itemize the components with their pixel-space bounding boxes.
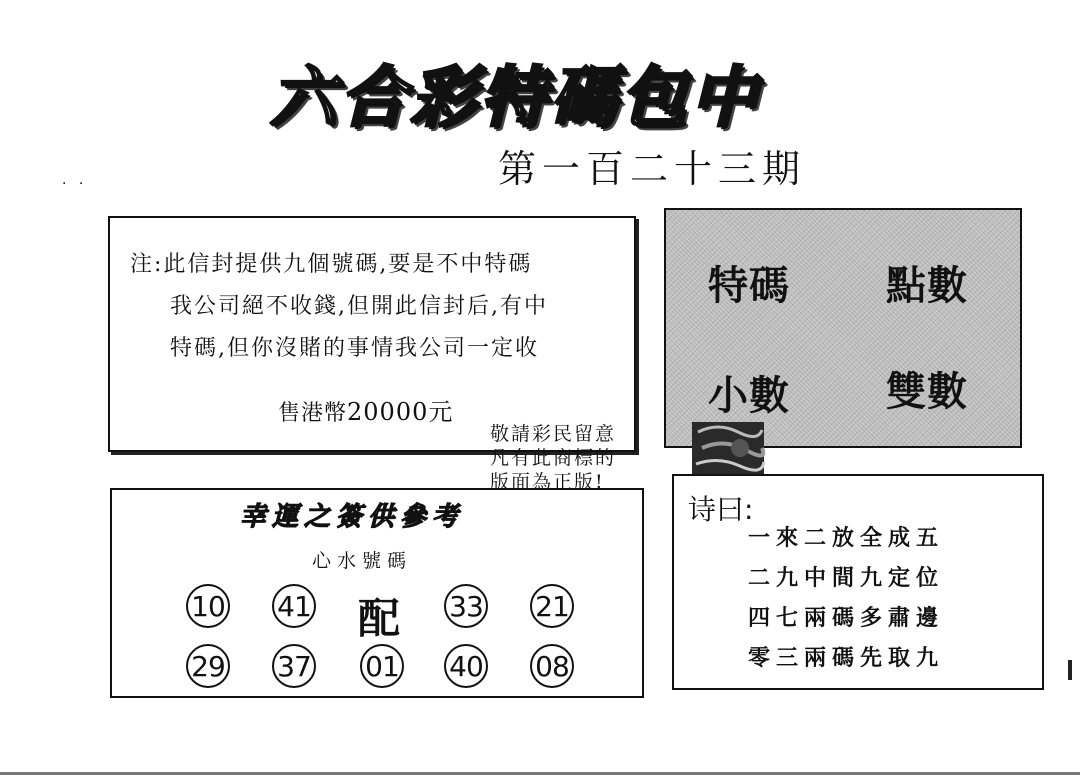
scan-speckles: · · <box>62 176 88 192</box>
category-shuangshu: 雙數 <box>886 369 968 415</box>
lucky-subtitle: 心水號碼 <box>312 550 413 572</box>
page-title: 六合彩特碼包中 <box>270 59 760 136</box>
issue-number: 第一百二十三期 <box>498 147 807 191</box>
poem-text <box>748 518 944 678</box>
scan-mark <box>1068 660 1072 680</box>
authenticity-warning <box>490 422 616 494</box>
trademark-logo-icon <box>688 418 768 478</box>
warning-line-1: 敬請彩民留意 <box>490 423 617 445</box>
warning-line-3: 版面為正版! <box>490 471 605 493</box>
poem-line-1: 一來二放全成五 <box>748 525 945 551</box>
number-ball: 10 <box>186 584 230 628</box>
number-ball: 08 <box>530 644 574 688</box>
number-ball: 41 <box>272 584 316 628</box>
notice-line-2: 我公司絕不收錢,但開此信封后,有中 <box>170 294 548 319</box>
notice-text <box>130 244 548 370</box>
number-ball: 01 <box>360 644 404 688</box>
poem-line-4: 零三兩碼先取九 <box>748 645 945 671</box>
poem-heading: 诗曰: <box>688 493 754 526</box>
number-ball: 33 <box>444 584 488 628</box>
number-ball: 29 <box>186 644 230 688</box>
warning-line-2: 凡有此商標的 <box>490 447 617 469</box>
lucky-title: 幸運之簽供參考 <box>240 502 465 532</box>
category-tema: 特碼 <box>708 263 790 309</box>
price-amount: 20000元 <box>347 398 454 426</box>
category-dianshu: 點數 <box>886 263 968 309</box>
price-text <box>278 392 453 427</box>
category-xiaoshu: 小數 <box>708 373 790 419</box>
notice-line-1: 注:此信封提供九個號碼,要是不中特碼 <box>130 252 533 277</box>
poem-line-3: 四七兩碼多肅邊 <box>748 605 945 631</box>
price-prefix: 售港幣 <box>278 401 348 426</box>
poem-line-2: 二九中間九定位 <box>748 565 945 591</box>
number-ball: 37 <box>272 644 316 688</box>
pair-connector: 配 <box>358 594 401 643</box>
number-ball: 21 <box>530 584 574 628</box>
notice-line-3: 特碼,但你沒賭的事情我公司一定收 <box>170 336 539 361</box>
category-box <box>664 208 1022 448</box>
number-ball: 40 <box>444 644 488 688</box>
scan-bottom-edge <box>0 772 1080 775</box>
